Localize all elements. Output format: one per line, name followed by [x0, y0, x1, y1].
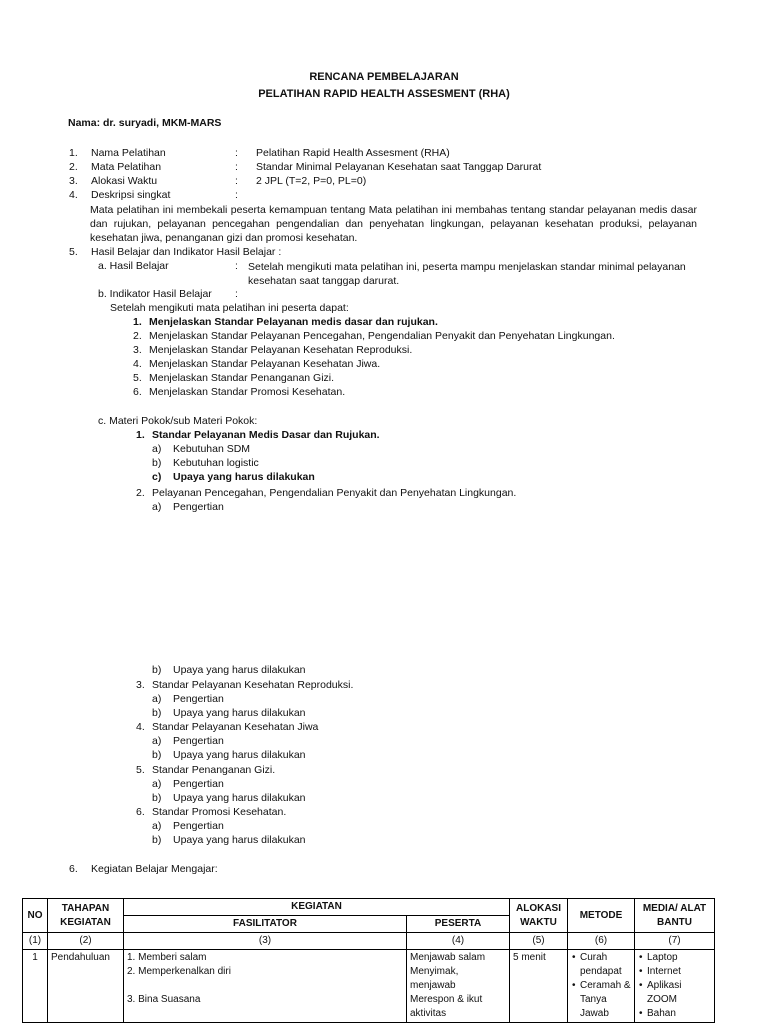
- row-number: 1: [23, 950, 48, 1023]
- section-heading: Kegiatan Belajar Mengajar:: [91, 863, 218, 875]
- sub-label: b): [152, 792, 162, 804]
- column-number: (1): [23, 933, 48, 950]
- sub-label: c): [152, 471, 162, 483]
- fasilitator-step: 2. Memperkenalkan diri: [127, 966, 231, 977]
- item-number: 2.: [136, 487, 145, 499]
- hasil-belajar-value: Setelah mengikuti mata pelatihan ini, peserta mampu menjelaskan standar minimal pelayanan kesehatan saat tanggap darurat.: [248, 261, 686, 287]
- author-name: Nama: dr. suryadi, MKM-MARS: [68, 117, 222, 129]
- sub-item: Pengertian: [173, 778, 224, 790]
- metode-item: • Ceramah & Tanya Jawab: [580, 979, 631, 1021]
- column-number: (6): [568, 933, 635, 950]
- fasilitator-cell: [124, 950, 407, 1023]
- item-number: 4.: [136, 721, 145, 733]
- materi-heading: Standar Penanganan Gizi.: [152, 764, 276, 776]
- materi-heading: Standar Promosi Kesehatan.: [152, 806, 287, 818]
- document-subtitle: PELATIHAN RAPID HEALTH ASSESMENT (RHA): [258, 88, 510, 100]
- materi-heading: Standar Pelayanan Medis Dasar dan Rujukan.: [152, 429, 380, 441]
- materi-heading: Pelayanan Pencegahan, Pengendalian Penyakit dan Penyehatan Lingkungan.: [152, 487, 517, 499]
- column-number: (5): [510, 933, 568, 950]
- header-tahapan: TAHAPAN KEGIATAN: [48, 899, 124, 933]
- sub-label: a): [152, 778, 162, 790]
- table-row: [23, 950, 715, 1023]
- metode-cell: [568, 950, 635, 1023]
- item-number: 1.: [136, 429, 145, 441]
- alokasi-cell: 5 menit: [510, 950, 568, 1023]
- sub-label: b): [152, 707, 162, 719]
- document-title: RENCANA PEMBELAJARAN: [309, 71, 459, 83]
- sub-label: a): [152, 443, 162, 455]
- sub-item: Upaya yang harus dilakukan: [173, 749, 306, 761]
- sub-label: b): [152, 664, 162, 676]
- sub-label: a): [152, 501, 162, 513]
- peserta-cell: [407, 950, 510, 1023]
- sub-item: Pengertian: [173, 501, 224, 513]
- item-number: 6.: [136, 806, 145, 818]
- sub-item: Upaya yang harus dilakukan: [173, 792, 306, 804]
- section-heading: Hasil Belajar dan Indikator Hasil Belajar :: [91, 246, 282, 258]
- header-alokasi: ALOKASI WAKTU: [510, 899, 568, 933]
- indikator-label: b. Indikator Hasil Belajar: [98, 288, 212, 300]
- header-no: NO: [23, 899, 48, 933]
- column-number: (3): [124, 933, 407, 950]
- sub-label: a): [152, 693, 162, 705]
- item-number: 3.: [136, 679, 145, 691]
- media-item: • Aplikasi ZOOM: [647, 979, 711, 1007]
- materi-heading: Standar Pelayanan Kesehatan Jiwa: [152, 721, 319, 733]
- column-number: (7): [635, 933, 715, 950]
- sub-item: Kebutuhan SDM: [173, 443, 251, 455]
- peserta-response: Menjawab salam: [410, 952, 486, 963]
- item-number: 5.: [69, 246, 78, 258]
- media-item: • Internet: [647, 965, 711, 979]
- description-paragraph: Mata pelatihan ini membekali peserta kemampuan tentang Mata pelatihan ini membahas tentang standar pelayanan medis dasar dan rujukan, pelayanan pencegahan pengendalian dan penyehatan lingkungan, pelayanan kesehatan produksi, pelayanan kesehatan jiwa, penanganan gizi dan promosi kesehatan.: [90, 204, 697, 244]
- media-item: • Laptop: [647, 951, 711, 965]
- sub-item: Kebutuhan logistic: [173, 457, 259, 469]
- metode-item: • Curah pendapat: [580, 951, 631, 979]
- hasil-belajar-label: a. Hasil Belajar: [98, 260, 169, 272]
- item-number: 5.: [136, 764, 145, 776]
- table-header-row: [23, 899, 715, 916]
- sub-item: Upaya yang harus dilakukan: [173, 834, 306, 846]
- header-media: MEDIA/ ALAT BANTU: [635, 899, 715, 933]
- column-number: (4): [407, 933, 510, 950]
- colon: :: [235, 288, 238, 300]
- activity-table: [22, 898, 715, 1023]
- sub-item: Upaya yang harus dilakukan: [173, 471, 315, 483]
- sub-label: b): [152, 457, 162, 469]
- column-number-row: [23, 933, 715, 950]
- header-peserta: PESERTA: [407, 916, 510, 933]
- media-cell: [635, 950, 715, 1023]
- sub-label: b): [152, 834, 162, 846]
- colon: :: [235, 260, 238, 272]
- header-kegiatan: KEGIATAN: [124, 899, 510, 916]
- sub-label: a): [152, 820, 162, 832]
- sub-label: b): [152, 749, 162, 761]
- materi-heading: Standar Pelayanan Kesehatan Reproduksi.: [152, 679, 354, 691]
- materi-label: c. Materi Pokok/sub Materi Pokok:: [98, 415, 258, 427]
- peserta-response: Merespon & ikut aktivitas: [410, 994, 483, 1019]
- sub-item: Upaya yang harus dilakukan: [173, 664, 306, 676]
- fasilitator-step: 3. Bina Suasana: [127, 994, 201, 1005]
- sub-item: Upaya yang harus dilakukan: [173, 707, 306, 719]
- sub-item: Pengertian: [173, 820, 224, 832]
- peserta-response: Menyimak, menjawab: [410, 966, 459, 991]
- column-number: (2): [48, 933, 124, 950]
- header-fasilitator: FASILITATOR: [124, 916, 407, 933]
- sub-item: Pengertian: [173, 735, 224, 747]
- tahapan-cell: Pendahuluan: [48, 950, 124, 1023]
- sub-item: Pengertian: [173, 693, 224, 705]
- indikator-intro: Setelah mengikuti mata pelatihan ini peserta dapat:: [110, 302, 349, 314]
- header-metode: METODE: [568, 899, 635, 933]
- fasilitator-step: 1. Memberi salam: [127, 952, 207, 963]
- media-item: • Bahan: [647, 1007, 711, 1021]
- sub-label: a): [152, 735, 162, 747]
- item-number: 6.: [69, 863, 78, 875]
